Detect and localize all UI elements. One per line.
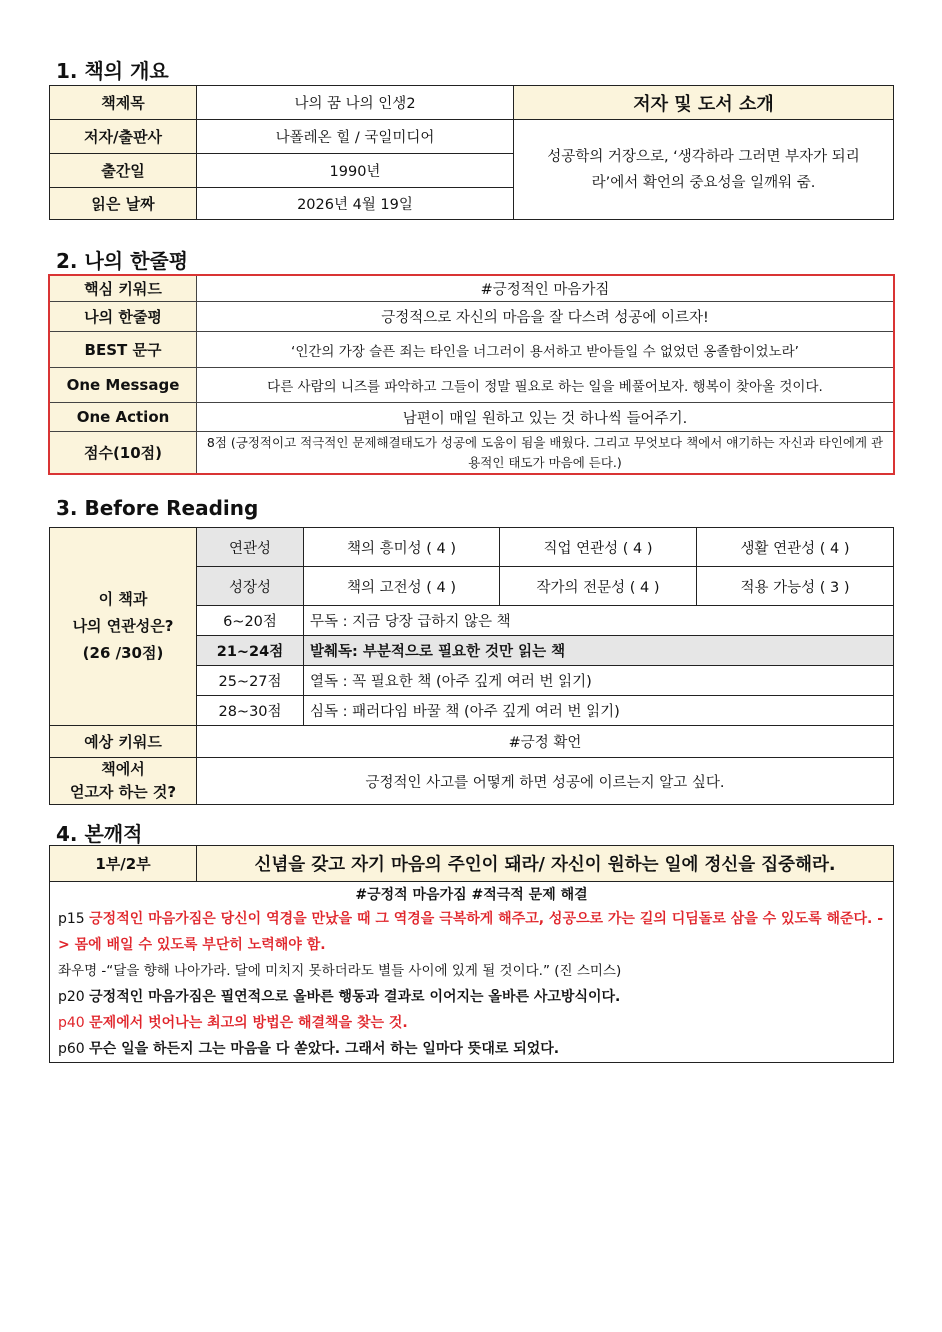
keyword-label: 핵심 키워드	[50, 276, 197, 302]
life-score: 생활 연관성 ( 4 )	[697, 528, 894, 567]
relation-label-2: 나의 연관성은?	[72, 617, 174, 635]
range-desc: 심독 : 패러다임 바꿀 책 (아주 깊게 여러 번 읽기)	[304, 696, 894, 726]
quote-text: 문제에서 벗어나는 최고의 방법은 해결책을 찾는 것.	[89, 1015, 408, 1031]
pub-value: 1990년	[197, 154, 514, 188]
page-ref: p60	[58, 1041, 85, 1057]
author-value: 나폴레온 힐 / 국일미디어	[197, 120, 514, 154]
page-ref: p40	[58, 1015, 85, 1031]
author-label: 저자/출판사	[50, 120, 197, 154]
quote-1	[58, 906, 885, 958]
title-value: 나의 꿈 나의 인생2	[197, 86, 514, 120]
quote-2	[58, 958, 885, 984]
action-label: One Action	[50, 403, 197, 432]
quote-3	[58, 984, 885, 1010]
quote-text: 긍정적인 마음가짐은 당신이 역경을 만났을 때 그 역경을 극복하게 해주고, 성공으로 가는 길의 디딤돌로 삼을 수 있도록 해준다. -> 몸에 배일 수 있도록 부단히 노력해야 함.	[58, 911, 884, 953]
read-value: 2026년 4월 19일	[197, 188, 514, 220]
quote-text: 좌우명 -“달을 향해 나아가라. 달에 미치지 못하더라도 별들 사이에 있게 될 것이다.” (진 스미스)	[58, 963, 622, 979]
relation-label-3: (26 /30점)	[82, 644, 164, 662]
range-cell: 28~30점	[197, 696, 304, 726]
score-value: 8점 (긍정적이고 적극적인 문제해결태도가 성공에 도움이 됨을 배웠다. 그리고 무엇보다 책에서 얘기하는 자신과 타인에게 관용적인 태도가 마음에 든다.)	[197, 432, 894, 474]
quote-text: 무슨 일을 하든지 그는 마음을 다 쏟았다. 그래서 하는 일마다 뜻대로 되었다.	[89, 1041, 560, 1057]
expect-label: 예상 키워드	[50, 726, 197, 758]
intro-label: 저자 및 도서 소개	[514, 86, 894, 120]
relation-label-1: 이 책과	[98, 590, 148, 608]
review-value: 긍정적으로 자신의 마음을 잘 다스려 성공에 이르자!	[197, 302, 894, 332]
best-label: BEST 문구	[50, 332, 197, 368]
action-value: 남편이 매일 원하고 있는 것 하나씩 들어주기.	[197, 403, 894, 432]
pub-label: 출간일	[50, 154, 197, 188]
review-table	[49, 275, 894, 474]
range-desc: 무독 : 지금 당장 급하지 않은 책	[304, 606, 894, 636]
read-label: 읽은 날짜	[50, 188, 197, 220]
job-score: 직업 연관성 ( 4 )	[500, 528, 697, 567]
intro-text: 성공학의 거장으로, ‘생각하라 그러면 부자가 되리라’에서 확언의 중요성을 일깨워 줌.	[514, 120, 894, 220]
quotes-cell	[50, 882, 894, 1063]
section-4-heading: 4. 본깨적	[56, 822, 143, 846]
range-desc: 열독 : 꼭 필요한 책 (아주 깊게 여러 번 읽기)	[304, 666, 894, 696]
page-ref: p15	[58, 911, 85, 927]
cat-relevance: 연관성	[197, 528, 304, 567]
title-label: 책제목	[50, 86, 197, 120]
section-1-heading: 1. 책의 개요	[56, 59, 169, 83]
part-label: 1부/2부	[50, 846, 197, 882]
quote-4	[58, 1010, 885, 1036]
page-ref: p20	[58, 989, 85, 1005]
expect-value: #긍정 확언	[197, 726, 894, 758]
quote-text: 긍정적인 마음가짐은 필연적으로 올바른 행동과 결과로 이어지는 올바른 사고방식이다.	[89, 989, 621, 1005]
message-label: One Message	[50, 368, 197, 403]
applicability-score: 적용 가능성 ( 3 )	[697, 567, 894, 606]
section-2-heading: 2. 나의 한줄평	[56, 249, 189, 273]
message-value: 다른 사람의 니즈를 파악하고 그들이 정말 필요로 하는 일을 베풀어보자. 행복이 찾아올 것이다.	[197, 368, 894, 403]
range-cell-selected: 21~24점	[197, 636, 304, 666]
range-cell: 25~27점	[197, 666, 304, 696]
range-desc-selected: 발췌독: 부분적으로 필요한 것만 읽는 책	[304, 636, 894, 666]
part-title: 신념을 갖고 자기 마음의 주인이 돼라/ 자신이 원하는 일에 정신을 집중해라.	[197, 846, 894, 882]
notes-table	[49, 845, 894, 1063]
expertise-score: 작가의 전문성 ( 4 )	[500, 567, 697, 606]
gain-label-1: 책에서	[101, 760, 145, 778]
score-label: 점수(10점)	[50, 432, 197, 474]
quote-5	[58, 1036, 885, 1062]
range-cell: 6~20점	[197, 606, 304, 636]
before-reading-table	[49, 527, 894, 805]
review-label: 나의 한줄평	[50, 302, 197, 332]
best-value: ‘인간의 가장 슬픈 죄는 타인을 너그러이 용서하고 받아들일 수 없었던 옹졸함이었노라’	[197, 332, 894, 368]
section-3-heading: 3. Before Reading	[56, 496, 259, 520]
gain-label-2: 얻고자 하는 것?	[69, 783, 177, 801]
cat-growth: 성장성	[197, 567, 304, 606]
overview-table	[49, 85, 894, 220]
classic-score: 책의 고전성 ( 4 )	[304, 567, 500, 606]
keyword-value: #긍정적인 마음가짐	[197, 276, 894, 302]
relation-label	[50, 528, 197, 726]
tags: #긍정적 마음가짐 #적극적 문제 해결	[355, 887, 588, 903]
interest-score: 책의 흥미성 ( 4 )	[304, 528, 500, 567]
gain-label	[50, 758, 197, 805]
gain-value: 긍정적인 사고를 어떻게 하면 성공에 이르는지 알고 싶다.	[197, 758, 894, 805]
